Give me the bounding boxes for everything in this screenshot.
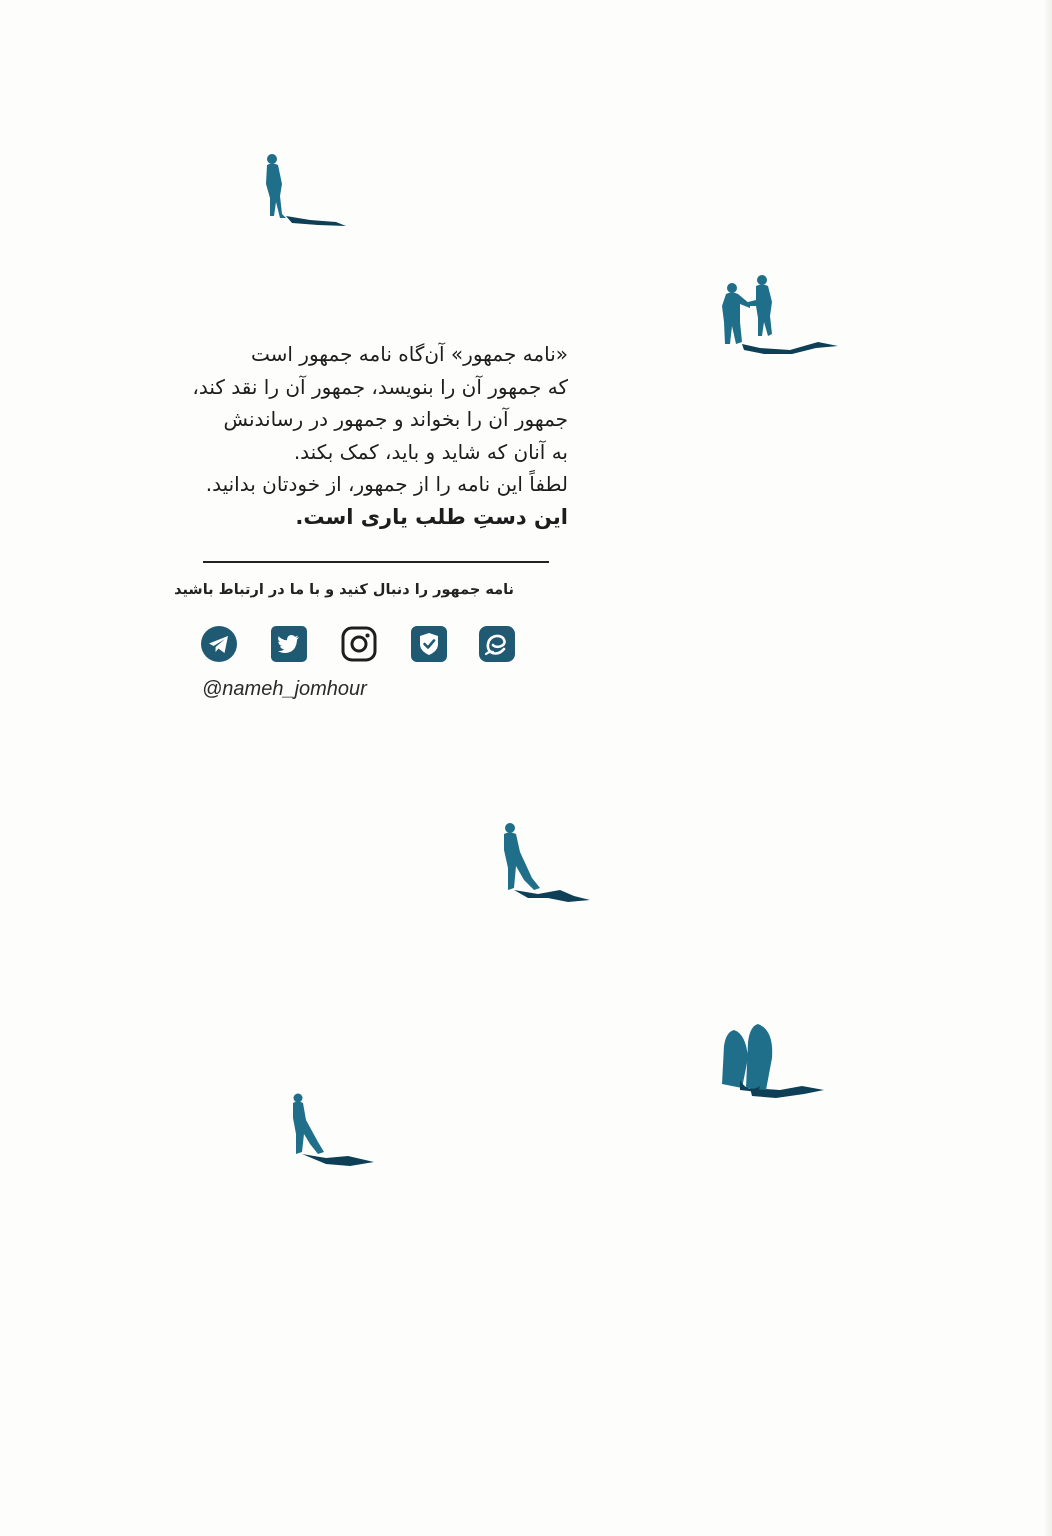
telegram-icon[interactable] — [200, 625, 238, 663]
walking-person-illustration-2 — [288, 1090, 378, 1170]
handshake-pair-illustration — [720, 272, 844, 358]
eitaa-icon[interactable] — [478, 625, 516, 663]
poem-line-4: به آنان که شاید و باید، کمک بکند. — [293, 439, 568, 464]
veiled-pair-illustration — [720, 1018, 830, 1102]
poem-line-2: که جمهور آن را بنویسد، جمهور آن را نقد کند، — [192, 374, 568, 399]
poem-text-block — [192, 338, 568, 533]
poem-line-3: جمهور آن را بخواند و جمهور در رساندنش — [223, 407, 568, 431]
divider — [203, 561, 549, 563]
twitter-icon[interactable] — [270, 625, 308, 663]
poem-closing-line: این دستِ طلب یاری است. — [295, 504, 568, 529]
poem-line-5: لطفاً این نامه را از جمهور، از خودتان بدانید. — [205, 472, 568, 496]
walking-person-illustration — [498, 818, 594, 906]
verified-shield-icon[interactable] — [410, 625, 448, 663]
instagram-icon[interactable] — [340, 625, 378, 663]
page-edge — [1044, 0, 1052, 1536]
standing-person-illustration — [258, 150, 354, 232]
social-handle[interactable]: @nameh_jomhour — [202, 678, 367, 700]
follow-us-text: نامه جمهور را دنبال کنید و با ما در ارتباط باشید — [174, 582, 514, 598]
social-icons-row — [200, 625, 520, 665]
poem-line-1: «نامه جمهور» آن‌گاه نامه جمهور است — [250, 342, 568, 366]
